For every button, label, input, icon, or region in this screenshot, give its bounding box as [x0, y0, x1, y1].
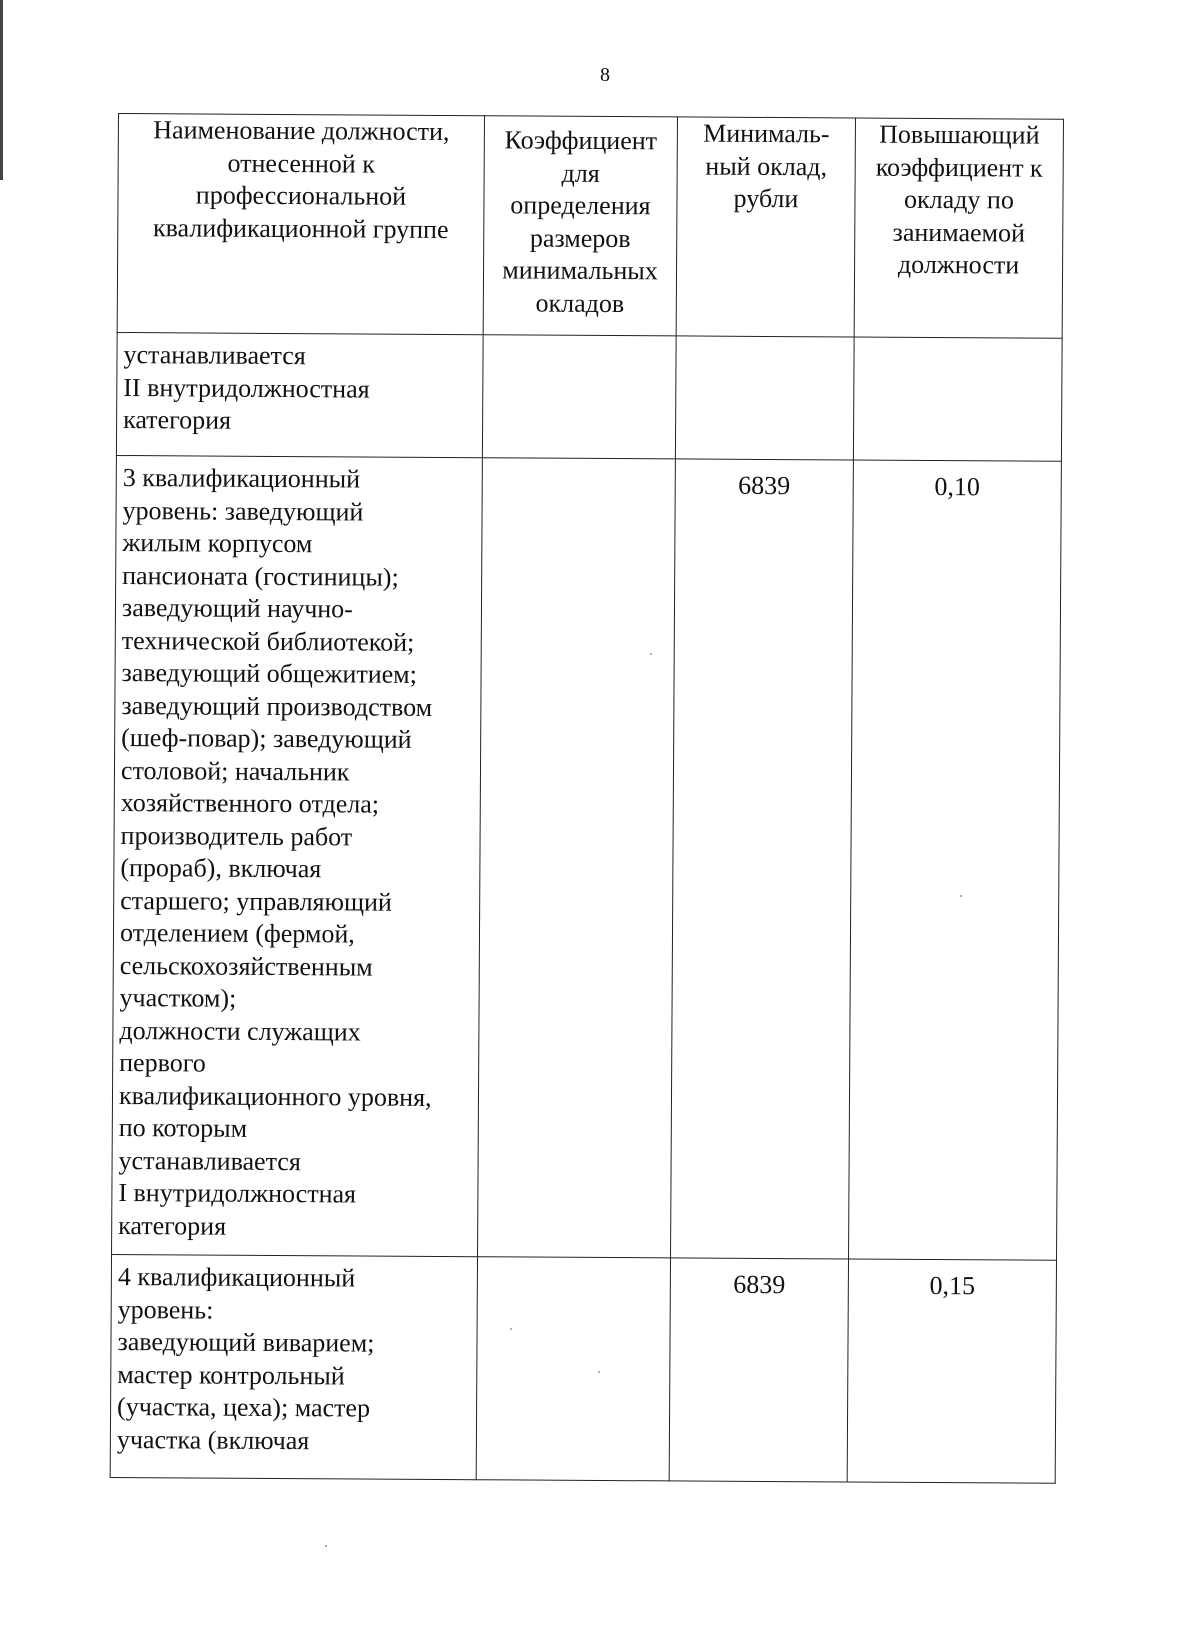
- page-number: 8: [600, 64, 610, 86]
- cell-min-salary: 6839: [671, 459, 854, 1259]
- header-position-name-text: Наименование должности, отнесенной к профессиональной квалификационной группе: [152, 115, 450, 244]
- table-row: [110, 1254, 1056, 1483]
- cell-raising-coefficient: 0,10: [849, 460, 1062, 1260]
- salary-table: [110, 113, 1064, 1484]
- scan-speck: [598, 1371, 600, 1373]
- scan-speck: [325, 1545, 327, 1547]
- cell-position-name: устанавливается II внутридолжностная категория: [116, 332, 483, 457]
- header-raising-coefficient-text: Повышающий коэффициент к окладу по занимаемой должности: [875, 119, 1043, 280]
- scan-speck: [650, 653, 652, 655]
- header-coefficient: [483, 116, 677, 336]
- table-header-row: [117, 114, 1063, 339]
- cell-coefficient: [476, 1257, 670, 1481]
- header-min-salary: [676, 117, 855, 337]
- header-min-salary-text: Минималь- ный оклад, рубли: [703, 118, 830, 214]
- header-position-name: [117, 114, 484, 335]
- cell-raising-coefficient: [853, 337, 1062, 461]
- scan-speck: [960, 895, 962, 897]
- cell-min-salary: [675, 336, 854, 460]
- scan-edge: [0, 0, 3, 180]
- cell-position-name: 4 квалификационный уровень: заведующий виварием; мастер контрольный (участка, цеха); мастер участка (включая: [110, 1254, 477, 1479]
- table-row: [116, 332, 1062, 461]
- cell-raising-coefficient: 0,15: [847, 1259, 1056, 1483]
- cell-min-salary: 6839: [669, 1258, 848, 1482]
- cell-position-name: 3 квалификационный уровень: заведующий жилым корпусом пансионата (гостиницы); заведующий научно- технической библиотекой; заведующий общежитием; заведующий производством (шеф-повар); заведующий столовой; начальник хозяйственного отдела; производитель работ (прораб), включая старшего; управляющий отделением (фермой, сельскохозяйственным участком); должности служащих первого квалификационного уровня, по которым устанавливается I внутридолжностная категория: [112, 455, 483, 1256]
- scan-speck: [510, 1328, 512, 1330]
- header-raising-coefficient: [854, 118, 1063, 338]
- cell-coefficient: [482, 335, 676, 459]
- table-row: [112, 455, 1062, 1260]
- header-coefficient-text: Коэффициент для определения размеров минимальных окладов: [502, 125, 658, 318]
- cell-coefficient: [478, 458, 676, 1258]
